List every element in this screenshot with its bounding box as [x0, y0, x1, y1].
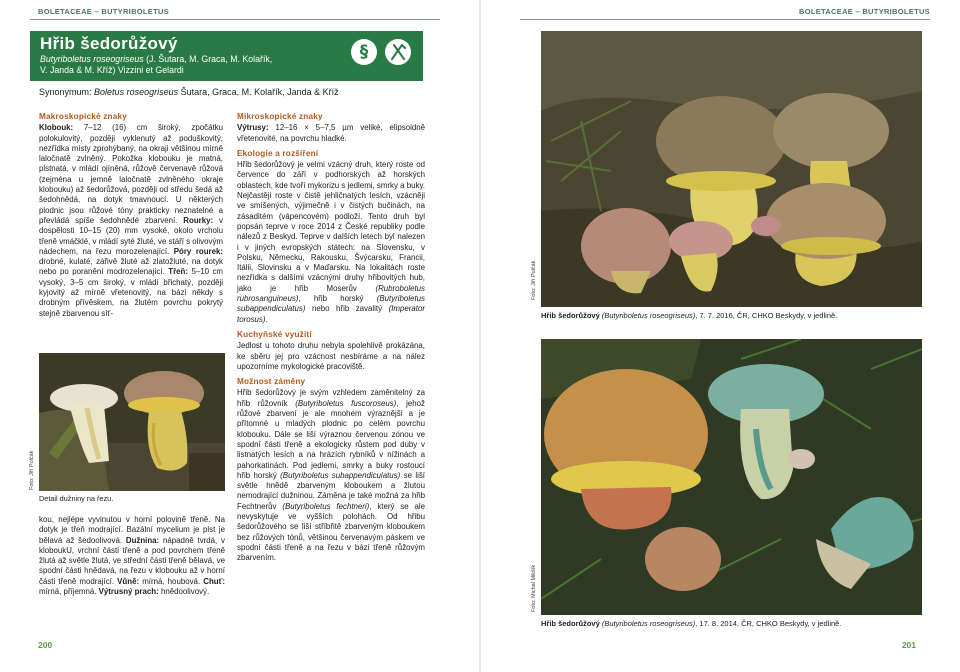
confusion-latin-1: (Butyriboletus fuscoroseus) [295, 398, 397, 408]
habitat-photo-2-caption [541, 619, 841, 628]
species-banner [30, 31, 423, 81]
habitat-photo-1-credit: Foto: Jiří Polčák [531, 260, 537, 300]
ecology-heading: Ekologie a rozšíření [237, 148, 319, 158]
confusion-text-1: Hřib šedorůžový je svým vzhledem zaměnitelný za hřib růžovník [237, 388, 425, 408]
kitchen-paragraph: Jedlost u tohoto druhu nebyla spolehlivě prokázána, ke sběru jej pro vzácnost nesbíráme a na nález upozorníme mykologické pracoviště. [237, 341, 425, 371]
ecology-mid: , hřib horský [298, 294, 364, 304]
habitat-photo-2-credit: Foto: Michal Mikšík [531, 564, 537, 612]
cap-text: 7–12 (16) cm široký, zpočátku polokulovitý, později vyklenutý až poduškovitý, nezřídka místy zprohýbaný, na okraji většinou mírně laločnatě zvlněný. Pokožka klobouku je matná, plstnatá, v mládí ojíněná, růžově červenavě růžová (zejména u jemně laločnatě zvlněného okraje klobouku) až šedorůžová, později od středu šedá až šedohnědá, na dotyk tmavnoucí. U některých plodnic jsou růžové tóny prakticky neznatelné a převládá spíše šedohnědé zbarvení. [39, 123, 223, 225]
spores-text: 12–16 × 5–7,5 µm veliké, elipsoidně vřetenovité, na povrchu hladké. [237, 123, 425, 143]
spore-print-label: Výtrusný prach: [98, 587, 159, 597]
caption-2-name: Hřib šedorůžový [541, 619, 600, 628]
confusion-text-4: , který se ale nevyskytuje ve vyšších polohách. Od hřibu šedorůžového se liší stříbřitě zbarveným kloboukem bez růžových tónů, většinou červenavým páskem ve spodní části třeně a na řezu v bázi třeně růžovým zbarvením. [237, 501, 425, 563]
tubes-text: v dospělosti 10–15 (20) mm vysoké, okolo vrcholu třeně vmáčklé, v mládí syté žluté, ve stáří s olivovým nádechem, na řezu morozelenající. [39, 215, 223, 256]
micro-heading: Mikroskopické znaky [237, 112, 323, 121]
ecology-latin-3: (Imperator torosus). [237, 304, 425, 324]
synonym-authors: Šutara, Graca, M. Kolařík, Janda & Kříž [180, 87, 339, 97]
detail-photo-caption: Detail dužniny na řezu. [39, 494, 114, 503]
confusion-latin-3: (Butyriboletus fechtneri) [282, 501, 370, 511]
tubes-label: Rourky: [183, 215, 214, 225]
ecology-latin-2: (Butyriboletus subappendiculatus) [237, 294, 425, 314]
header-rule-left [30, 19, 440, 20]
running-head-left: BOLETACEAE – BUTYRIBOLETUS [38, 7, 170, 16]
caption-1-latin: (Butyriboletus roseogriseus) [601, 311, 696, 320]
detail-photo-credit: Foto: Jiří Polčák [29, 450, 35, 490]
confusion-paragraph [237, 388, 425, 563]
synonym-name: Boletus roseogriseus [94, 87, 179, 97]
cap-label: Klobouk: [39, 123, 74, 133]
smell-label: Vůně: [117, 576, 140, 586]
header-rule-right [520, 19, 930, 20]
confusion-text-2: , jehož růžové zbarvení je ale mnohem výraznější a je přítomné u mladých plodnic po celém povrchu klobouku. Dále se liší výraznou červenou zónou ve spodní části třeně a ekologicky růstem pod duby v listnatých lesích a na hrázích rybníků v nížinách a pahorkatinách. Pod jedlemi, smrky a buky rostoucí hřib horský [237, 398, 426, 480]
ecology-latin-1: (Rubroboletus rubrosanguineus) [237, 283, 426, 304]
synonym-line [39, 87, 419, 97]
taste-label: Chuť: [203, 576, 225, 586]
pores-label: Póry rourek: [173, 246, 224, 256]
text-column-1-continued [39, 515, 225, 599]
page-number-right: 201 [901, 640, 916, 650]
smell-text: mírná, houbová. [142, 576, 201, 586]
description-paragraph [39, 123, 223, 319]
flesh-label: Dužnina: [125, 535, 160, 545]
pores-text: drobné, kulaté, zářivě žluté až zlatožluté, na dotyk nebo po poranění modrozelenající. [39, 257, 223, 277]
authors-line1: (J. Šutara, M. Graca, M. Kolařík, [146, 54, 273, 64]
confusion-text-3: se liší světle hnědě zbarveným kloboukem a žlutou nemodrající dužninou. Záměna je také možná za hřib Fechtnerův [237, 470, 425, 511]
page-gutter [479, 0, 481, 672]
caption-2-rest: , 17. 8. 2014, ČR, CHKO Beskydy, v jedlině. [695, 619, 842, 628]
stem-text: 5–10 cm vysoký, 3–5 cm široký, v mládí břichatý, později kyjovitý až mírně vřetenovitý, na bázi někdy s drobným přívěskem, na žlutém povrchu pokrytý stejně zbarvenou síť- [39, 267, 223, 318]
continuation-text: kou, nejlépe vyvinutou v horní polovině třeně. Na dotyk je třeň modrající. Bazální mycelium je plst je bělavá až šedoolivová. [39, 515, 225, 545]
habitat-photo-1-caption [541, 311, 837, 320]
ecology-text: Hřib šedorůžový je velmi vzácný druh, který roste od července do září v podhorských až horských oblastech, kde tvoří mykorizu s jedlemi, smrky a buky. Nejčastěji roste v čistě jehličnatých lesích, vzácněji ve smíšených, výjimečně i v čistých bučinách, na zásaditém (vápencovém) podloží. Tento druh byl popsán teprve v roce 2014 z České republiky podle nálezů z Beskyd. Teprve v dalších letech byl nalezen i v jiných evropských státech: na Slovensku, v Polsku, Německu, Rakousku, Švýcarsku, Francii, Itálii, Slovinsku a v Maďarsku. Na lokalitách roste nezřídka s dalšími vzácnými druhy hřibovitých hub, jako je hřib Moserův [237, 160, 425, 293]
stem-label: Třeň: [168, 267, 188, 277]
detail-photo [39, 353, 225, 491]
synonym-label: Synonymum: [39, 87, 92, 97]
text-column-2 [237, 112, 425, 565]
flesh-text: nápadně tvrdá, v kloboukU, vrchní části třeně a pod povrchem třeně žlutá až světle žlutá, ve střední části třeně bělavá, ve spodní části hnědavá, na řezu v klobouku až v horní části třeně modrající. [39, 535, 225, 586]
macro-heading: Makroskopické znaky [39, 112, 127, 121]
spore-print-text: hnědoolivový. [160, 587, 210, 597]
continuation-paragraph [39, 515, 225, 597]
authors-line2: V. Janda & M. Kříž) Vizzini et Gelardi [40, 65, 184, 75]
running-head-right: BOLETACEAE – BUTYRIBOLETUS [798, 7, 930, 16]
text-column-1 [39, 112, 223, 321]
forks-knife-icon [385, 39, 411, 65]
species-title: Hřib šedorůžový [40, 34, 178, 53]
micro-paragraph [237, 123, 425, 144]
latin-name: Butyriboletus roseogriseus [40, 54, 144, 64]
kitchen-heading: Kuchyňské využití [237, 329, 312, 339]
ecology-end: nebo hřib zavalitý [311, 304, 383, 314]
habitat-photo-1 [541, 31, 922, 307]
habitat-photo-2 [541, 339, 922, 615]
ecology-paragraph [237, 160, 425, 325]
protected-species-icon: § [351, 39, 377, 65]
taste-text: mírná, příjemná. [39, 587, 97, 597]
caption-1-name: Hřib šedorůžový [541, 311, 600, 320]
species-authority [40, 54, 380, 76]
caption-1-rest: , 7. 7. 2016, ČR, CHKO Beskydy, v jedlině. [695, 311, 838, 320]
confusion-latin-2: (Butyriboletus subappendiculatus) [280, 470, 401, 480]
caption-2-latin: (Butyriboletus roseogriseus) [601, 619, 696, 628]
page-number-left: 200 [38, 640, 53, 650]
confusion-heading: Možnost záměny [237, 377, 306, 387]
spores-label: Výtrusy: [237, 123, 269, 133]
